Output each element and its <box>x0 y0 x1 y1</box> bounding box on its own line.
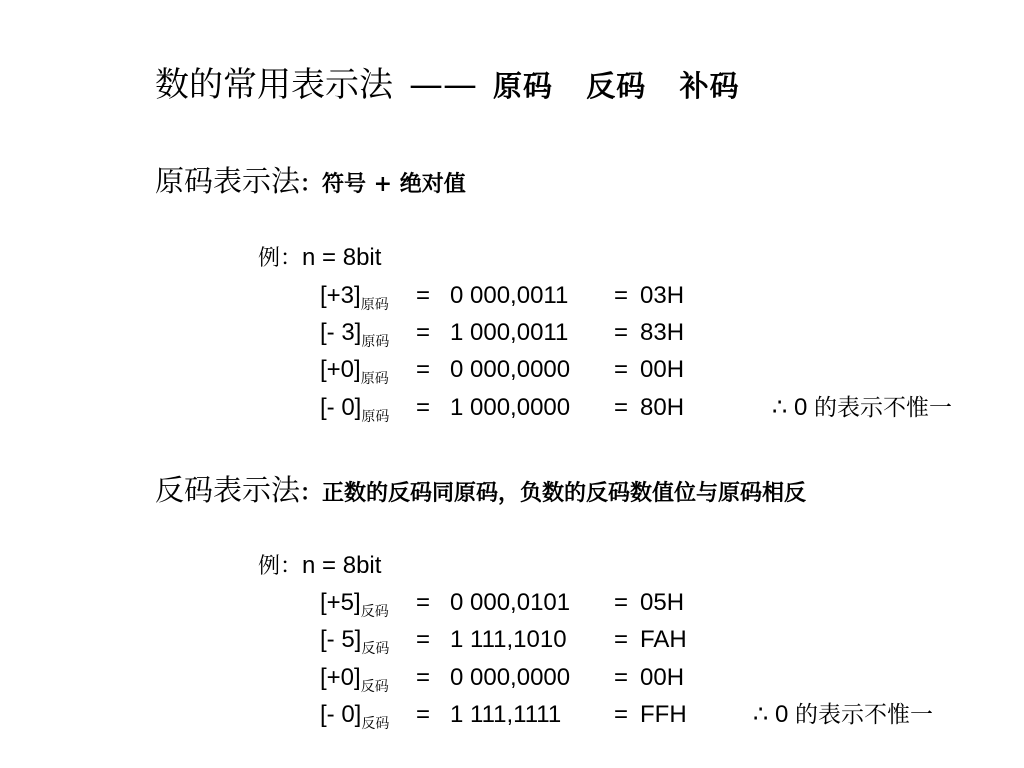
row-value: $[+3]_{原码}$ <box>320 282 389 313</box>
row-value: [- $5]_{反码}$ <box>320 626 390 657</box>
ones-complement-example-label <box>258 551 381 582</box>
row-hex: 83H <box>640 319 685 346</box>
note-text: 的表示不惟一 <box>794 702 933 728</box>
sign-magnitude-example-label <box>258 243 381 274</box>
row-equals: = <box>614 701 629 728</box>
row-subscript: 反码 <box>361 716 390 732</box>
row-equals: = <box>416 589 431 616</box>
row-hex: FAH <box>640 626 687 653</box>
row-subscript: 原码 <box>360 297 389 313</box>
row-binary: 1 111,1010 <box>450 626 567 653</box>
row-binary: 1 000,0000 <box>450 394 571 421</box>
row-equals: = <box>614 626 629 653</box>
row-equals: = <box>416 394 431 421</box>
row-subscript: 反码 <box>360 679 389 695</box>
sign-magnitude-heading <box>155 162 466 203</box>
row-hex: 00H <box>640 356 685 383</box>
row-equals: = <box>614 589 629 616</box>
ones-complement-row <box>320 661 684 695</box>
row-value: [- $0]_{原码}$ <box>320 394 390 425</box>
page-title <box>155 62 740 109</box>
row-value: [- $3]_{原码}$ <box>320 319 390 350</box>
row-equals: = <box>614 356 629 383</box>
row-equals: = <box>416 282 431 309</box>
ones-complement-zero-note <box>753 698 933 732</box>
example-prefix: 例： <box>258 246 303 271</box>
page-title-main: 数的常用表示法 <box>155 65 393 105</box>
row-binary: 0 000,0011 <box>450 282 569 309</box>
row-equals: = <box>614 319 629 346</box>
row-hex: 05H <box>640 589 685 616</box>
example-prefix: 例： <box>258 554 303 579</box>
row-hex: 00H <box>640 664 685 691</box>
row-equals: = <box>416 701 431 728</box>
row-binary: 0 000,0101 <box>450 589 571 616</box>
sign-magnitude-row <box>320 391 684 425</box>
sign-magnitude-row <box>320 279 684 313</box>
row-subscript: 原码 <box>361 334 390 350</box>
ones-complement-row <box>320 698 687 732</box>
therefore-symbol: ∴ <box>772 394 788 421</box>
row-equals: = <box>416 319 431 346</box>
row-subscript: 原码 <box>361 409 390 425</box>
row-subscript: 反码 <box>361 641 390 657</box>
sign-magnitude-zero-note <box>772 391 952 425</box>
row-value: [- $0]_{反码}$ <box>320 701 390 732</box>
row-value: $[+5]_{反码}$ <box>320 589 389 620</box>
row-binary: 0 000,0000 <box>450 664 571 691</box>
example-bit-width: n = 8bit <box>302 552 382 579</box>
row-binary: 0 000,0000 <box>450 356 571 383</box>
row-subscript: 原码 <box>360 371 389 387</box>
sign-magnitude-description: ：符号 + 绝对值 <box>300 171 466 197</box>
row-hex: 80H <box>640 394 685 421</box>
ones-complement-row <box>320 586 684 620</box>
row-hex: 03H <box>640 282 685 309</box>
note-zero: 0 <box>793 394 808 421</box>
row-value: $[+0]_{反码}$ <box>320 664 389 695</box>
row-equals: = <box>614 664 629 691</box>
sign-magnitude-row <box>320 316 684 350</box>
row-equals: = <box>416 664 431 691</box>
note-text: 的表示不惟一 <box>813 395 952 421</box>
ones-complement-heading <box>155 471 806 512</box>
row-subscript: 反码 <box>360 604 389 620</box>
example-bit-width: n = 8bit <box>302 244 382 271</box>
row-binary: 1 000,0011 <box>450 319 569 346</box>
row-value: $[+0]_{原码}$ <box>320 356 389 387</box>
row-equals: = <box>614 394 629 421</box>
title-dash: —— <box>409 65 477 105</box>
row-binary: 1 111,1111 <box>450 701 562 728</box>
ones-complement-description: ：正数的反码同原码，负数的反码数值位与原码相反 <box>300 480 807 506</box>
title-code-types: 原码 反码 补码 <box>493 69 740 103</box>
row-equals: = <box>614 282 629 309</box>
row-hex: FFH <box>640 701 687 728</box>
note-zero: 0 <box>774 701 789 728</box>
sign-magnitude-row <box>320 353 684 387</box>
sign-magnitude-heading-label: 原码表示法 <box>155 164 301 198</box>
row-equals: = <box>416 626 431 653</box>
ones-complement-row <box>320 623 687 657</box>
therefore-symbol: ∴ <box>753 701 769 728</box>
row-equals: = <box>416 356 431 383</box>
ones-complement-heading-label: 反码表示法 <box>155 473 301 507</box>
